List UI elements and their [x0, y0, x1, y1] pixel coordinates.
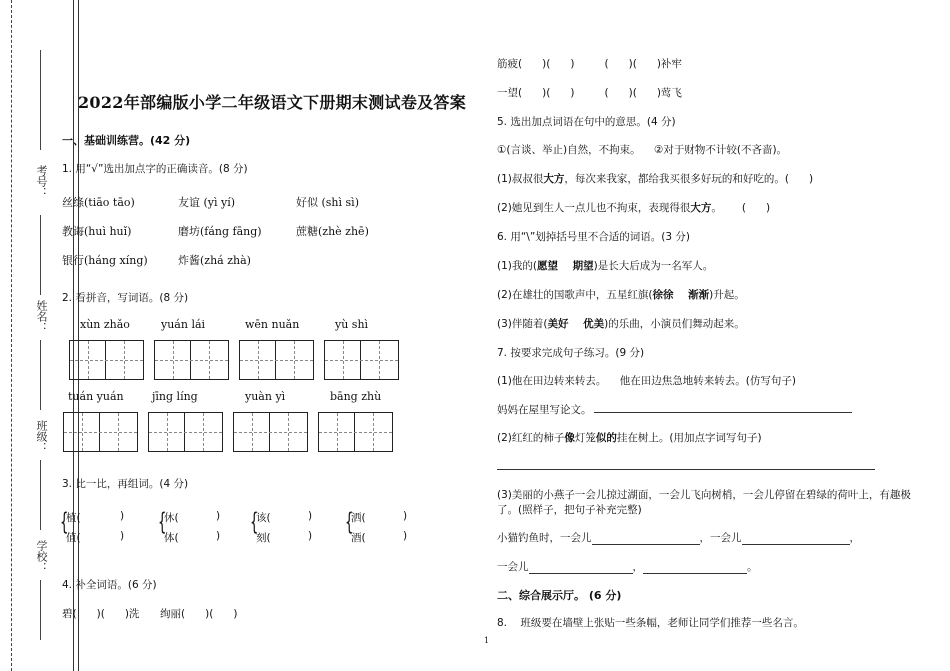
- question-7-prompt: 7. 按要求完成句子练习。(9 分): [497, 347, 645, 359]
- text-part: (3)伴随着(: [497, 318, 548, 330]
- compare-group: [60, 506, 140, 546]
- text-part: )的乐曲，小演员们舞动起来。: [604, 318, 745, 330]
- writing-grid[interactable]: [63, 412, 138, 452]
- q1-item: 炸酱(zhá zhà): [178, 254, 251, 267]
- question-8-prompt: 8. 班级要在墙壁上张贴一些条幅，老师让同学们推荐一些名言。: [497, 617, 804, 629]
- answer-blank[interactable]: [643, 561, 747, 574]
- question-6-prompt: 6. 用“\”划掉括号里不合适的词语。(3 分): [497, 231, 690, 243]
- compare-group: [250, 506, 330, 546]
- q1-item: 磨坊(fáng fāng): [178, 225, 262, 238]
- q1-item: 银行(háng xíng): [62, 254, 148, 267]
- compare-char[interactable]: 刻(: [256, 532, 271, 544]
- dotted-word: 大方: [543, 173, 565, 185]
- answer-line[interactable]: [594, 412, 852, 413]
- school-label: 学校：: [35, 540, 48, 573]
- pinyin-label: wēn nuǎn: [245, 318, 300, 331]
- writing-grid[interactable]: [324, 340, 399, 380]
- question-4-prompt: 4. 补全词语。(6 分): [62, 579, 157, 591]
- idiom-fill[interactable]: 一望( )( ) ( )( )莺飞: [497, 87, 682, 99]
- compare-char[interactable]: 植(: [66, 512, 81, 524]
- binding-dashed-line: [11, 0, 12, 671]
- section-heading-showcase: 二、综合展示厅。 (6 分): [497, 589, 622, 602]
- question-2-prompt: 2. 看拼音，写词语。(8 分): [62, 292, 189, 304]
- compare-close: ): [120, 510, 125, 522]
- writing-grid[interactable]: [239, 340, 314, 380]
- writing-grid[interactable]: [69, 340, 144, 380]
- compare-char[interactable]: 该(: [256, 512, 271, 524]
- margin-field-line: [40, 50, 41, 150]
- pinyin-label: tuán yuán: [68, 390, 124, 403]
- q7-sentence-1: (1)他在田边转来转去。 他在田边焦急地转来转去。(仿写句子): [497, 375, 796, 387]
- compare-close: ): [308, 530, 313, 542]
- compare-close: ): [216, 510, 221, 522]
- dotted-word: 似的: [595, 432, 617, 444]
- answer-line[interactable]: [497, 469, 875, 470]
- compare-group: [345, 506, 425, 546]
- text-part: 。: [747, 561, 758, 573]
- answer-blank[interactable]: [592, 532, 700, 545]
- text-part: 一会儿: [497, 561, 529, 573]
- compare-close: ): [120, 530, 125, 542]
- q1-item: 好似 (shì sì): [296, 196, 359, 209]
- text-part: (2)在雄壮的国歌声中，五星红旗(: [497, 289, 653, 301]
- text-part: )升起。: [709, 289, 745, 301]
- pinyin-label: yuán lái: [161, 318, 206, 331]
- q5-sentence-2[interactable]: [497, 200, 770, 215]
- dotted-word: 大方: [690, 202, 712, 214]
- dotted-word: 像: [564, 432, 575, 444]
- compare-close: ): [403, 510, 408, 522]
- margin-field-line: [40, 215, 41, 295]
- pinyin-label: xùn zhǎo: [80, 318, 130, 331]
- compare-char[interactable]: 体(: [164, 532, 179, 544]
- text-part: (2)红红的柿子: [497, 432, 565, 444]
- idiom-fill[interactable]: 绚丽( )( ): [160, 608, 238, 620]
- question-1-prompt: 1. 用“√”选出加点字的正确读音。(8 分): [62, 163, 248, 175]
- margin-rule-1: [73, 0, 74, 671]
- page-number: 1: [484, 636, 490, 645]
- q1-item: 友谊 (yì yí): [178, 196, 236, 209]
- name-label: 姓名：: [35, 300, 48, 333]
- brace-icon: {: [250, 508, 259, 536]
- q7-sentence-2: [497, 430, 762, 445]
- text-part: (1)叔叔很: [497, 173, 544, 185]
- q6-sentence-1[interactable]: [497, 258, 713, 273]
- word-choices[interactable]: 愿望 期望: [536, 260, 594, 272]
- answer-blank[interactable]: [742, 532, 850, 545]
- brace-icon: {: [158, 508, 167, 536]
- answer-blank[interactable]: [529, 561, 633, 574]
- pinyin-label: yuàn yì: [245, 390, 286, 403]
- pinyin-label: bāng zhù: [330, 390, 382, 403]
- compare-close: ): [308, 510, 313, 522]
- compare-char[interactable]: 休(: [164, 512, 179, 524]
- margin-field-line: [40, 460, 41, 530]
- compare-group: [158, 506, 238, 546]
- q1-item: 蔗糖(zhè zhē): [296, 225, 369, 238]
- pinyin-label: yù shì: [335, 318, 369, 331]
- q7-fill-line-2: [497, 559, 758, 574]
- text-part: (1)我的(: [497, 260, 537, 272]
- brace-icon: {: [60, 508, 69, 536]
- margin-field-line: [40, 340, 41, 410]
- idiom-fill[interactable]: 碧( )( )洗: [62, 608, 140, 620]
- compare-close: ): [216, 530, 221, 542]
- question-5-prompt: 5. 选出加点词语在句中的意思。(4 分): [497, 116, 676, 128]
- exam-number-label: 考号：: [35, 165, 48, 198]
- writing-grid[interactable]: [318, 412, 393, 452]
- q7-sentence-3b: 了。(照样子，把句子补充完整): [497, 504, 642, 516]
- word-choices[interactable]: 徐徐 渐渐: [652, 289, 710, 301]
- q5-sentence-1[interactable]: [497, 171, 813, 186]
- idiom-fill[interactable]: 筋疲( )( ) ( )( )补牢: [497, 58, 682, 70]
- compare-close: ): [403, 530, 408, 542]
- q7-sentence-3: (3)美丽的小燕子一会儿掠过湖面，一会儿飞向树梢，一会儿停留在碧绿的荷叶上，有趣极: [497, 489, 911, 501]
- writing-grid[interactable]: [233, 412, 308, 452]
- margin-field-line: [40, 580, 41, 640]
- word-choices[interactable]: 美好 优美: [547, 318, 605, 330]
- compare-char[interactable]: 酒(: [351, 532, 366, 544]
- writing-grid[interactable]: [154, 340, 229, 380]
- q1-item: 丝绦(tiāo tāo): [62, 196, 135, 209]
- question-3-prompt: 3. 比一比，再组词。(4 分): [62, 478, 189, 490]
- page-title: 2022年部编版小学二年级语文下册期末测试卷及答案: [78, 93, 467, 112]
- writing-grid[interactable]: [148, 412, 223, 452]
- class-label: 班级：: [35, 420, 48, 453]
- text-part: 小猫钓鱼时，一会儿: [497, 532, 592, 544]
- q7-answer-start: 妈妈在屋里写论文。: [497, 404, 592, 416]
- q6-sentence-2[interactable]: [497, 287, 745, 302]
- brace-icon: {: [345, 508, 354, 536]
- text-part: 挂在树上。(用加点字词写句子): [616, 432, 762, 444]
- section-heading-basic: 一、基础训练营。(42 分): [62, 134, 191, 147]
- text-part: ，一会儿: [699, 532, 742, 544]
- text-part: (2)她见到生人一点儿也不拘束，表现得很: [497, 202, 691, 214]
- text-part: 。 ( ): [711, 202, 771, 214]
- q1-item: 教诲(huì huǐ): [62, 225, 132, 238]
- q7-fill-line-1: [497, 530, 860, 545]
- text-part: ，: [849, 532, 860, 544]
- text-part: ，: [632, 561, 643, 573]
- q5-options: ①(言谈、举止)自然，不拘束。 ②对于财物不计较(不吝啬)。: [497, 144, 788, 156]
- text-part: 灯笼: [574, 432, 596, 444]
- compare-char[interactable]: 值(: [66, 532, 81, 544]
- q6-sentence-3[interactable]: [497, 316, 745, 331]
- text-part: ，每次来我家，都给我买很多好玩的和好吃的。( ): [564, 173, 814, 185]
- compare-char[interactable]: 洒(: [351, 512, 366, 524]
- pinyin-label: jīng líng: [152, 390, 198, 403]
- text-part: )是长大后成为一名军人。: [593, 260, 714, 272]
